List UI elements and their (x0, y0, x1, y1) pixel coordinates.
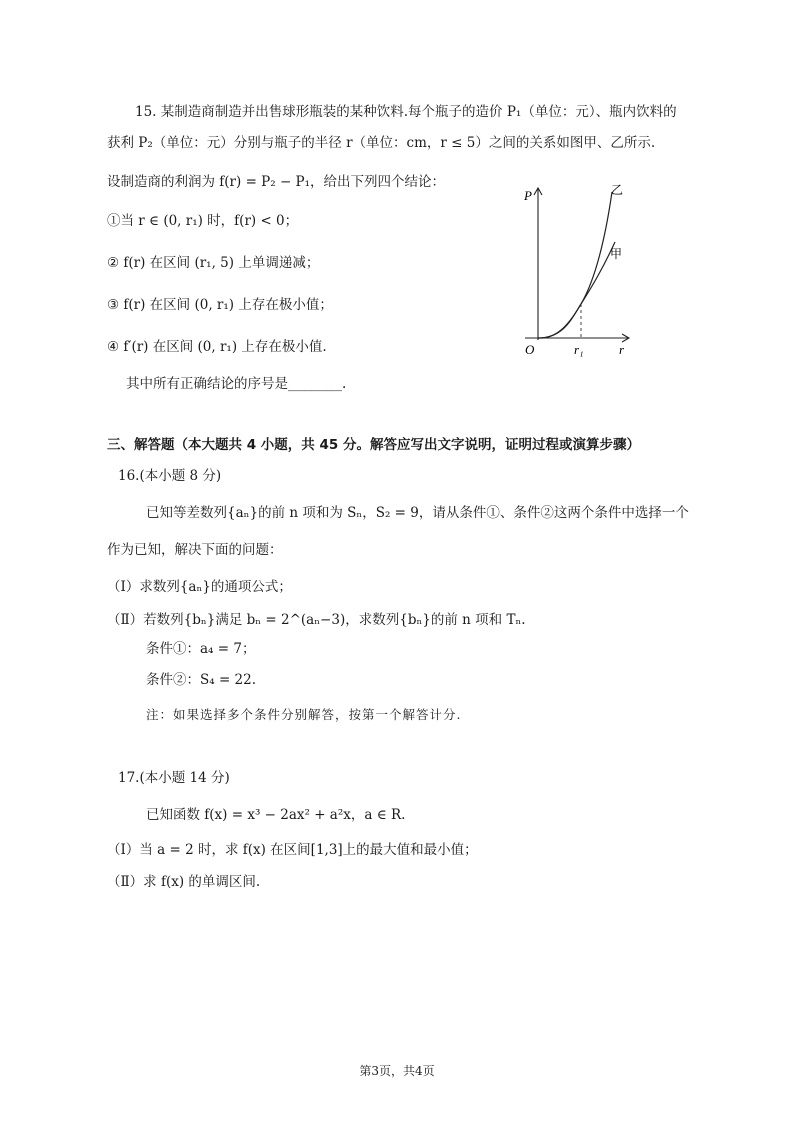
x-axis-label: r (619, 342, 625, 357)
section-3-heading: 三、解答题（本大题共 4 小题，共 45 分。解答应写出文字说明，证明过程或演算步骤） (107, 437, 640, 453)
q16-heading: 16.(本小题 8 分) (118, 468, 222, 484)
q17-part-i: （Ⅰ）当 a = 2 时，求 f(x) 在区间[1,3]上的最大值和最小值； (107, 842, 478, 858)
q17-para-1: 已知函数 f(x) = x³ − 2ax² + a²x，a ∈ R. (146, 807, 406, 823)
curve-jia (538, 242, 615, 338)
y-axis (534, 188, 542, 340)
q15-conclusion-3: ③ f(r) 在区间 (0, r₁) 上存在极小值； (107, 297, 333, 313)
q15-question: 其中所有正确结论的序号是________. (126, 376, 347, 392)
q17-heading: 17.(本小题 14 分) (118, 770, 230, 786)
q17-part-ii: （Ⅱ）求 f(x) 的单调区间. (107, 874, 261, 890)
q16-para-2: 作为已知，解决下面的问题： (107, 542, 283, 558)
q16-condition-2: 条件②：S₄ = 22. (146, 672, 257, 688)
y-axis-label: P (524, 188, 532, 203)
q16-note: 注：如果选择多个条件分别解答，按第一个解答计分. (146, 707, 462, 722)
origin-label: O (525, 342, 535, 357)
q16-para-1: 已知等差数列{aₙ}的前 n 项和为 Sₙ，S₂ = 9，请从条件①、条件②这两个条件中选择一个 (146, 505, 689, 521)
q16-part-i: （Ⅰ）求数列{aₙ}的通项公式； (107, 579, 292, 595)
q15-graph (505, 180, 645, 360)
r1-label: r₁ (574, 342, 584, 357)
q15-conclusion-2: ② f(r) 在区间 (r₁, 5) 上单调递减； (107, 255, 320, 271)
curve-yi (538, 192, 612, 338)
q15-conclusion-4: ④ f′(r) 在区间 (0, r₁) 上存在极小值. (107, 339, 327, 355)
q16-condition-1: 条件①：a₄ = 7； (146, 641, 256, 657)
q15-conclusion-1: ①当 r ∈ (0, r₁) 时，f(r) < 0； (107, 213, 299, 229)
curve-yi-label: 乙 (611, 183, 624, 197)
q15-line-2: 获利 P₂（单位：元）分别与瓶子的半径 r（单位：cm，r ≤ 5）之间的关系如图甲、乙所示. (107, 135, 656, 151)
q15-line-1: 15. 某制造商制造并出售球形瓶装的某种饮料.每个瓶子的造价 P₁（单位：元）、瓶内饮料的 (135, 104, 677, 120)
curve-jia-label: 甲 (610, 247, 623, 261)
q16-part-ii: （Ⅱ）若数列{bₙ}满足 bₙ = 2^(aₙ−3)，求数列{bₙ}的前 n 项和 Tₙ. (107, 612, 526, 628)
page-footer: 第3页，共4页 (359, 1064, 435, 1078)
q15-line-3: 设制造商的利润为 f(r) = P₂ − P₁，给出下列四个结论： (107, 174, 446, 190)
